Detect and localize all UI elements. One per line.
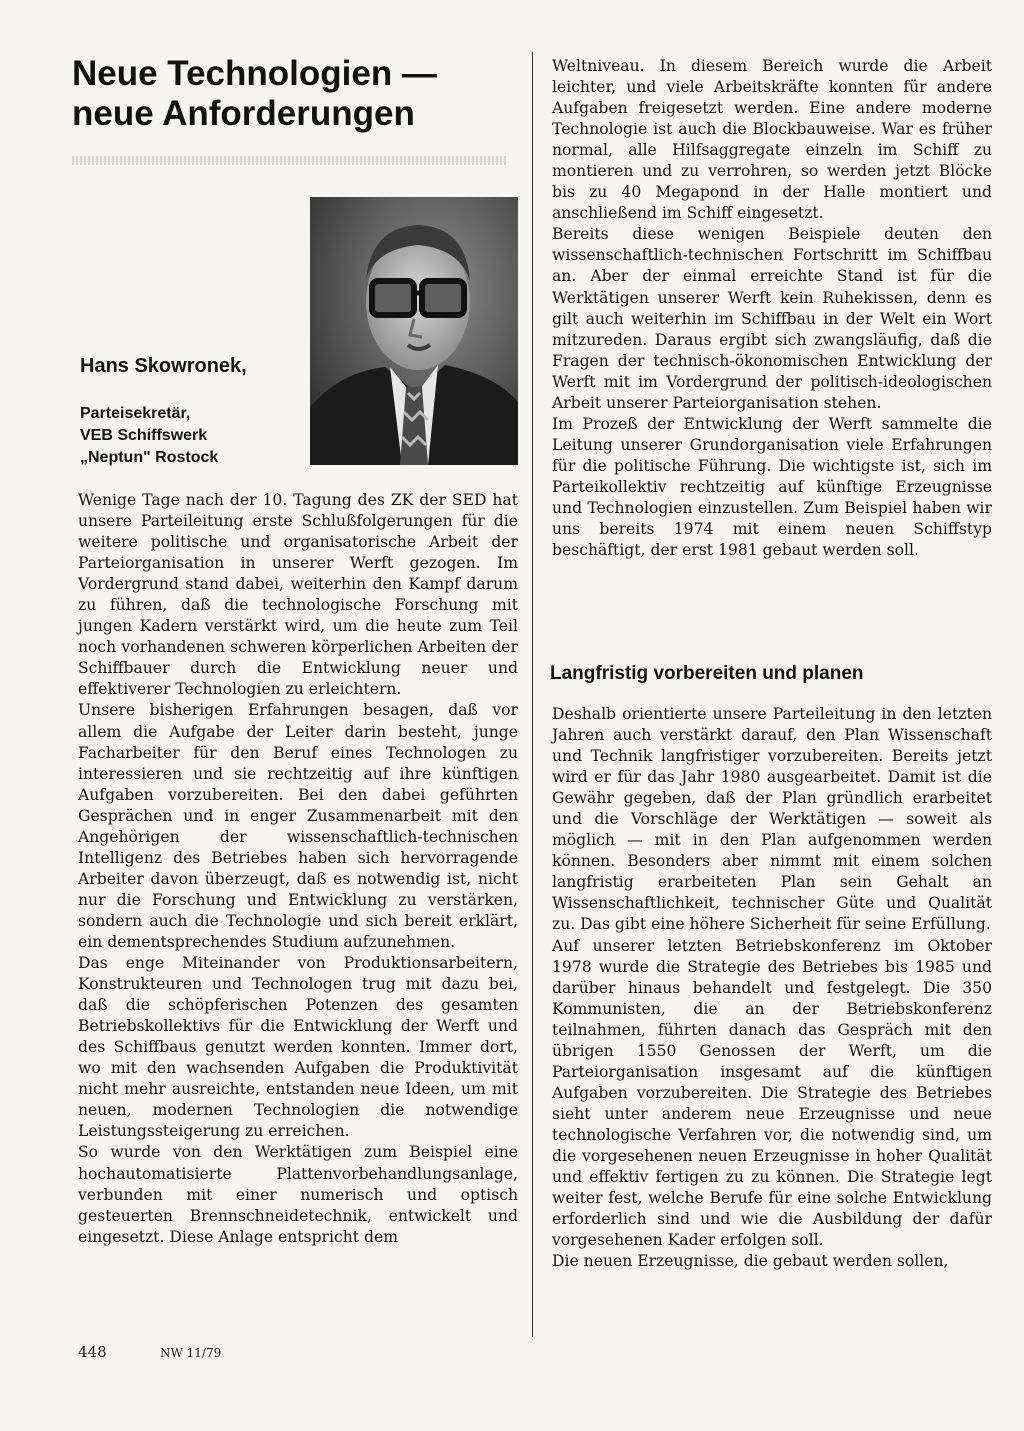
right-column-bottom bbox=[552, 704, 992, 1272]
left-column bbox=[78, 490, 518, 1248]
headline-line-1: Neue Technologien — bbox=[72, 54, 437, 93]
paragraph: Im Prozeß der Entwicklung der Werft sammelte die Leitung unserer Grundorganisation viele Erfahrungen für die politische Führung. Die wichtigste ist, sich im Parteikollektiv rechtzeitig auf künftige Erzeugnisse und Technologien einzustellen. Zum Beispiel haben wir uns bereits 1974 mit einem neuen Schiffstyp beschäftigt, der erst 1981 gebaut werden soll. bbox=[552, 414, 992, 560]
author-role-line-2: VEB Schiffswerk bbox=[80, 427, 208, 444]
paragraph: Das enge Miteinander von Produktionsarbeitern, Konstrukteuren und Technologen trug mit dazu bei, daß die schöpferischen Potenzen des gesamten Betriebskollektivs für die Entwicklung der Werft und des Schiffbaus genutzt werden konnten. Immer dort, wo mit den wachsenden Aufgaben die Produktivität nicht mehr ausreichte, entstanden neue Ideen, um mit neuen, modernen Technologien die notwendige Leistungssteigerung zu erreichen. bbox=[78, 954, 518, 1141]
author-name: Hans Skowronek, bbox=[80, 355, 247, 377]
decorative-rule bbox=[72, 156, 506, 165]
headline-line-2: neue Anforderungen bbox=[72, 94, 415, 133]
article-headline bbox=[72, 54, 522, 134]
page-number: 448 bbox=[78, 1343, 107, 1361]
author-role bbox=[80, 403, 305, 469]
section-subheading: Langfristig vorbereiten und planen bbox=[550, 663, 864, 684]
author-role-line-3: „Neptun" Rostock bbox=[80, 449, 219, 466]
right-column-top bbox=[552, 56, 992, 561]
paragraph: Unsere bisherigen Erfahrungen besagen, daß vor allem die Aufgabe der Leiter darin besteht, junge Facharbeiter für den Beruf eines Technologen zu interessieren und sie rechtzeitig auf ihre künftigen Aufgaben vorzubereiten. Bei den dabei geführten Gesprächen und in enger Zusammenarbeit mit den Angehörigen der wissenschaftlich-technischen Intelligenz des Betriebes haben sich hervorragende Arbeiter davon überzeugt, daß es notwendig ist, nicht nur die Forschung und Entwicklung zu verstärken, sondern auch die Technologie und sich bereit erklärt, ein dementsprechendes Studium aufzunehmen. bbox=[78, 701, 518, 951]
paragraph: Auf unserer letzten Betriebskonferenz im Oktober 1978 wurde die Strategie des Betriebes bis 1985 und darüber hinaus behandelt und festgelegt. Die 350 Kommunisten, die an der Betriebskonferenz teilnahmen, führten danach das Gespräch mit den übrigen 1550 Genossen der Werft, um die Parteiorganisation insgesamt auf die künftigen Aufgaben vorzubereiten. Die Strategie des Betriebes sieht unter anderem neue Erzeugnisse und neue technologische Verfahren vor, die notwendig sind, um die vorgesehenen neuen Erzeugnisse in hoher Qualität und effektiv fertigen zu zu können. Die Strategie legt weiter fest, welche Berufe für eine solche Entwicklung erforderlich sind und wie die Ausbildung der dafür vorgesehenen Kader erfolgen soll. bbox=[552, 936, 992, 1250]
portrait-photo-icon bbox=[310, 197, 518, 465]
paragraph: Deshalb orientierte unsere Parteileitung in den letzten Jahren auch verstärkt darauf, den Plan Wissenschaft und Technik langfristiger vorzubereiten. Bereits jetzt wird er für das Jahr 1980 ausgearbeitet. Damit ist die Gewähr gegeben, daß der Plan gründlich erarbeitet und die Vorschläge der Werktätigen — soweit als möglich — mit in den Plan aufgenommen werden können. Besonders aber nimmt mit einem solchen langfristig erarbeiteten Plan sein Gehalt an Wissenschaftlichkeit, technischer Güte und Qualität zu. Das gibt eine höhere Sicherheit für seine Erfüllung. bbox=[552, 705, 992, 934]
paragraph: So wurde von den Werktätigen zum Beispiel eine hochautomatisierte Plattenvorbehandlungsanlage, verbunden mit einer numerisch und optisch gesteuerten Brennschneidetechnik, entwickelt und eingesetzt. Diese Anlage entspricht dem bbox=[78, 1143, 518, 1246]
author-portrait bbox=[310, 197, 518, 465]
paragraph: Bereits diese wenigen Beispiele deuten den wissenschaftlich-technischen Fortschritt im Schiffbau an. Aber der einmal erreichte Stand ist für die Werktätigen unserer Werft kein Ruhekissen, denn es gilt auch weiterhin im Schiffbau in der Welt ein Wort mitzureden. Daraus ergibt sich zwangsläufig, daß die Fragen der technisch-ökonomischen Entwicklung der Werft mit im Vordergrund der politisch-ideologischen Arbeit unserer Parteiorganisation stehen. bbox=[552, 225, 992, 412]
column-divider bbox=[532, 52, 533, 1337]
paragraph: Die neuen Erzeugnisse, die gebaut werden sollen, bbox=[552, 1252, 949, 1271]
paragraph: Weltniveau. In diesem Bereich wurde die Arbeit leichter, und viele Arbeitskräfte konnten für andere Aufgaben freigesetzt werden. Eine andere moderne Technologie ist auch die Blockbauweise. War es früher normal, alle Hilfsaggregate einzeln im Schiff zu montieren und zu verrohren, so werden jetzt Blöcke bis zu 40 Megapond in der Halle montiert und anschließend im Schiff eingesetzt. bbox=[552, 57, 992, 223]
issue-label: NW 11/79 bbox=[160, 1346, 222, 1360]
author-role-line-1: Parteisekretär, bbox=[80, 405, 191, 422]
paragraph: Wenige Tage nach der 10. Tagung des ZK der SED hat unsere Parteileitung erste Schlußfolgerungen für die weitere politische und organisatorische Arbeit der Parteiorganisation in unserer Werft gezogen. Im Vordergrund stand dabei, weiterhin den Kampf darum zu führen, daß die technologische Forschung mit jungen Kadern verstärkt wird, um die heute zum Teil noch vorhandenen schweren körperlichen Arbeiten der Schiffbauer durch die Entwicklung neuer und effektiverer Technologien zu erleichtern. bbox=[78, 491, 518, 699]
